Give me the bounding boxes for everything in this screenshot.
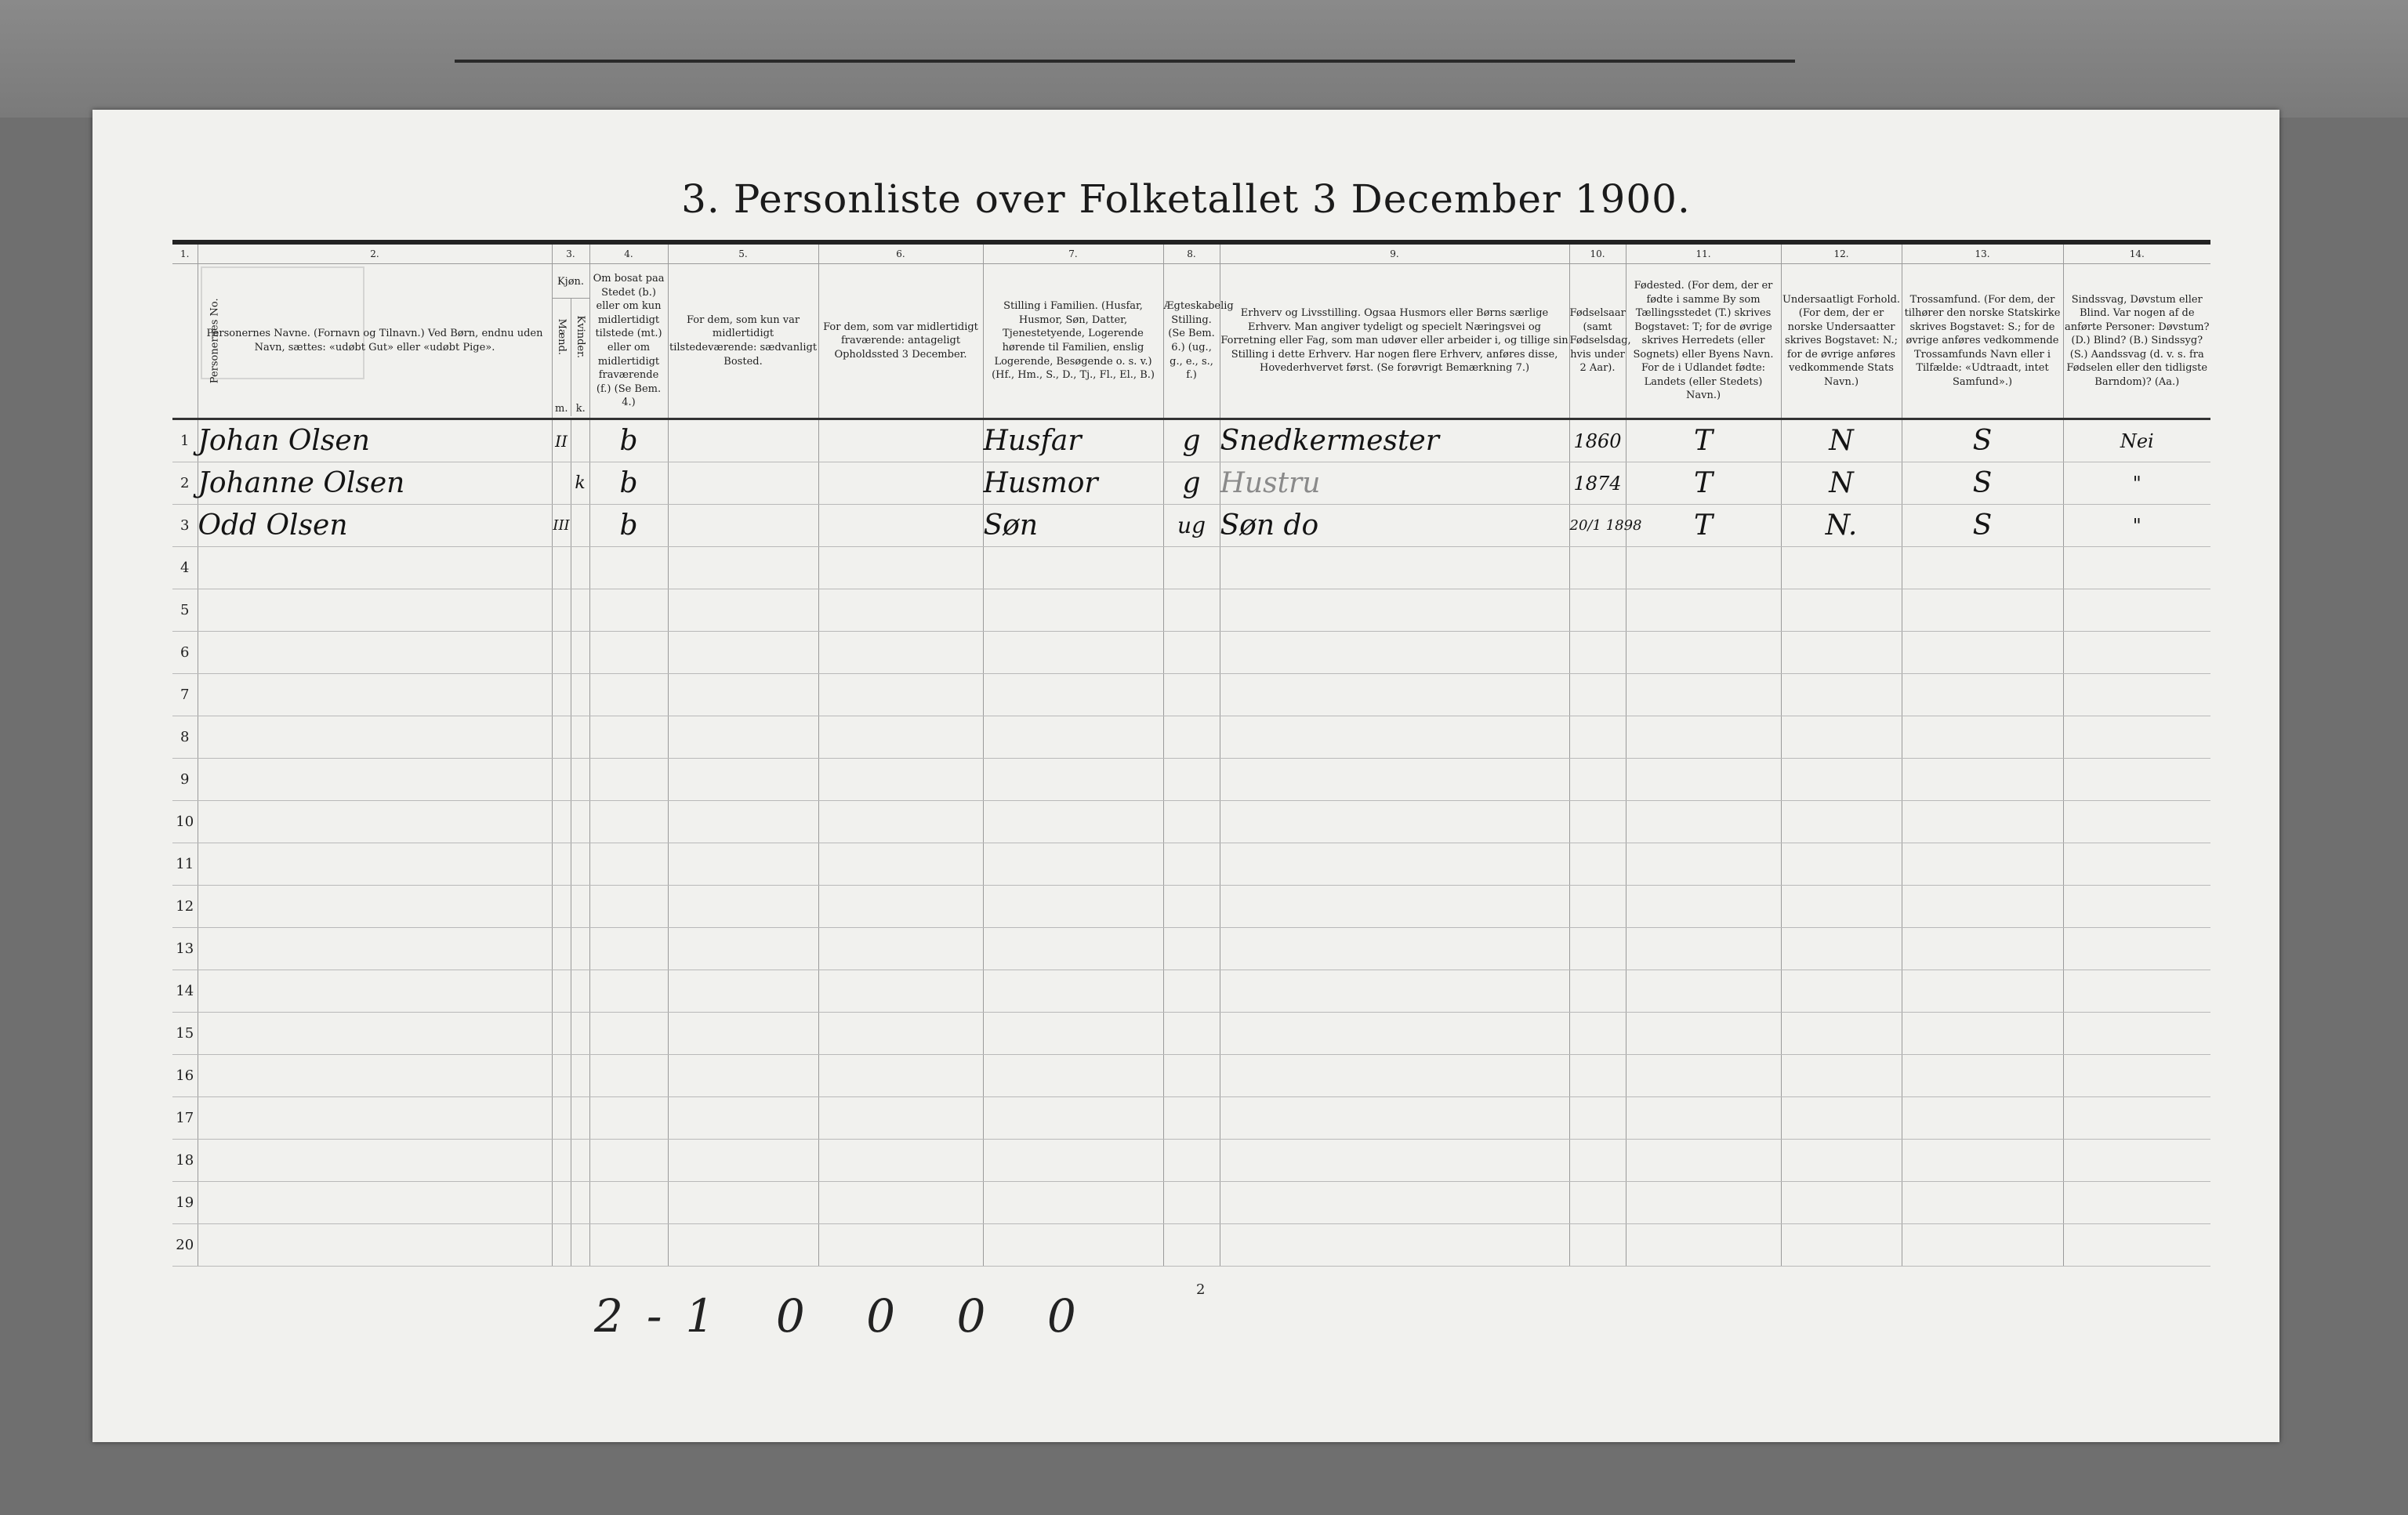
citizenship: N	[1781, 419, 1902, 462]
gender-female	[571, 505, 589, 547]
col-number: 4.	[589, 242, 668, 264]
header-gender	[552, 264, 589, 419]
religion: S	[1902, 505, 2063, 547]
religion: S	[1902, 419, 2063, 462]
birthplace: T	[1626, 419, 1781, 462]
marital-status: g	[1163, 419, 1220, 462]
table-row	[172, 674, 2210, 716]
row-number: 9	[172, 759, 198, 801]
disability: "	[2063, 505, 2210, 547]
row-number: 5	[172, 589, 198, 632]
row-number: 13	[172, 928, 198, 970]
col-number: 9.	[1220, 242, 1569, 264]
col-number: 8.	[1163, 242, 1220, 264]
row-number: 7	[172, 674, 198, 716]
usual-residence	[668, 419, 818, 462]
row-number: 15	[172, 1013, 198, 1055]
birth-year: 1874	[1569, 462, 1626, 505]
table-row	[172, 1097, 2210, 1140]
header-birth-year: Fødselsaar (samt Fødselsdag, hvis under 2 Aar).	[1569, 264, 1626, 419]
col-number: 7.	[983, 242, 1163, 264]
header-usual-residence: For dem, som kun var midlertidigt tilstedeværende: sædvanligt Bosted.	[668, 264, 818, 419]
table-row	[172, 759, 2210, 801]
row-number: 11	[172, 843, 198, 886]
col-number: 5.	[668, 242, 818, 264]
residence-status: b	[589, 462, 668, 505]
table-row	[172, 462, 2210, 505]
table-row	[172, 589, 2210, 632]
header-religion: Trossamfund. (For dem, der tilhører den norske Statskirke skrives Bogstavet: S.; for de øvrige anføres vedkommende Trossamfunds Navn eller i Tilfælde: «Udtraadt, intet Samfund».)	[1902, 264, 2063, 419]
col-number: 6.	[818, 242, 983, 264]
census-rows	[172, 419, 2210, 1267]
occupation: Snedkermester	[1220, 419, 1569, 462]
birth-year: 1860	[1569, 419, 1626, 462]
marital-status: ug	[1163, 505, 1220, 547]
birthplace: T	[1626, 462, 1781, 505]
row-number: 10	[172, 801, 198, 843]
row-number: 1	[172, 419, 198, 462]
col-number: 10.	[1569, 242, 1626, 264]
residence-status: b	[589, 505, 668, 547]
marital-status: g	[1163, 462, 1220, 505]
table-row	[172, 843, 2210, 886]
header-disability: Sindssvag, Døvstum eller Blind. Var nogen af de anførte Personer: Døvstum? (D.) Blind? (B.) Sindssyg? (S.) Aandssvag (d. v. s. fra Fødselen eller den tidligste Barndom)? (Aa.)	[2063, 264, 2210, 419]
usual-residence	[668, 505, 818, 547]
table-row	[172, 928, 2210, 970]
row-number: 3	[172, 505, 198, 547]
header-residence: Om bosat paa Stedet (b.) eller om kun midlertidigt tilstede (mt.) eller om midlertidigt fraværende (f.) (Se Bem. 4.)	[589, 264, 668, 419]
temp-location	[818, 419, 983, 462]
gender-female	[571, 419, 589, 462]
row-number: 2	[172, 462, 198, 505]
table-row	[172, 886, 2210, 928]
col-number: 11.	[1626, 242, 1781, 264]
citizenship: N	[1781, 462, 1902, 505]
row-number: 20	[172, 1224, 198, 1267]
gender-male	[552, 462, 571, 505]
col-number: 2.	[198, 242, 552, 264]
disability: "	[2063, 462, 2210, 505]
table-row	[172, 970, 2210, 1013]
table-row	[172, 1013, 2210, 1055]
handwritten-tally: 2-1 0 0 0 0	[594, 1289, 1100, 1343]
col-number: 13.	[1902, 242, 2063, 264]
birth-year: 20/1 1898	[1569, 505, 1626, 547]
column-number-row	[172, 242, 2210, 264]
col-number: 12.	[1781, 242, 1902, 264]
header-gender-label: Kjøn.	[553, 266, 589, 299]
table-row	[172, 632, 2210, 674]
scan-rule	[455, 60, 1795, 63]
row-number: 19	[172, 1182, 198, 1224]
header-male: Mænd. m.	[553, 299, 572, 416]
gender-female: k	[571, 462, 589, 505]
person-name: Odd Olsen	[198, 505, 552, 547]
header-temp-location: For dem, som var midlertidigt fraværende: antageligt Opholdssted 3 December.	[818, 264, 983, 419]
col-number: 14.	[2063, 242, 2210, 264]
table-row	[172, 1140, 2210, 1182]
temp-location	[818, 462, 983, 505]
family-position: Husfar	[983, 419, 1163, 462]
header-female: Kvinder. k.	[575, 315, 587, 415]
usual-residence	[668, 462, 818, 505]
row-number: 8	[172, 716, 198, 759]
page-title: 3. Personliste over Folketallet 3 December 1900.	[681, 176, 1691, 222]
census-table	[172, 240, 2210, 1267]
table-row	[172, 801, 2210, 843]
row-number: 14	[172, 970, 198, 1013]
header-family-position: Stilling i Familien. (Husfar, Husmor, Søn, Datter, Tjenestetyende, Logerende hørende til Familien, enslig Logerende, Besøgende o. s. v.) (Hf., Hm., S., D., Tj., Fl., El., B.)	[983, 264, 1163, 419]
occupation: Hustru	[1220, 462, 1569, 505]
disability: Nei	[2063, 419, 2210, 462]
census-form-page	[92, 110, 2279, 1442]
row-number: 6	[172, 632, 198, 674]
birthplace: T	[1626, 505, 1781, 547]
row-number: 12	[172, 886, 198, 928]
residence-status: b	[589, 419, 668, 462]
occupation: Søn do	[1220, 505, 1569, 547]
gender-male: II	[552, 419, 571, 462]
person-name: Johan Olsen	[198, 419, 552, 462]
header-citizenship: Undersaatligt Forhold. (For dem, der er norske Undersaatter skrives Bogstavet: N.; for de øvrige anføres vedkommende Stats Navn.)	[1781, 264, 1902, 419]
family-position: Søn	[983, 505, 1163, 547]
header-occupation: Erhverv og Livsstilling. Ogsaa Husmors eller Børns særlige Erhverv. Man angiver tydeligt og specielt Næringsvei og Forretning eller Fag, som man udøver eller arbeider i, og tillige sin Stilling i dette Erhverv. Har nogen flere Erhverv, anføres disse, Hovederhvervet først. (Se forøvrigt Bemærkning 7.)	[1220, 264, 1569, 419]
table-row	[172, 419, 2210, 462]
gender-male: III	[552, 505, 571, 547]
header-birthplace: Fødested. (For dem, der er fødte i samme By som Tællingsstedet (T.) skrives Bogstavet: T; for de øvrige skrives Herredets (eller Sognets) eller Byens Navn. For de i Udlandet fødte: Landets (eller Stedets) Navn.)	[1626, 264, 1781, 419]
row-number: 17	[172, 1097, 198, 1140]
table-row	[172, 1055, 2210, 1097]
scan-background	[0, 0, 2408, 118]
col-number: 1.	[172, 242, 198, 264]
citizenship: N.	[1781, 505, 1902, 547]
row-number: 18	[172, 1140, 198, 1182]
family-position: Husmor	[983, 462, 1163, 505]
temp-location	[818, 505, 983, 547]
table-row	[172, 505, 2210, 547]
header-marital-status: Ægteskabelig Stilling. (Se Bem. 6.) (ug., g., e., s., f.)	[1163, 264, 1220, 419]
table-row	[172, 1224, 2210, 1267]
table-row	[172, 716, 2210, 759]
page-number: 2	[1196, 1281, 1206, 1298]
header-names: Personernes Navne. (Fornavn og Tilnavn.) Ved Børn, endnu uden Navn, sættes: «udøbt Gut» eller «udøbt Pige».	[198, 264, 552, 419]
header-person-no: Personernes No.	[172, 264, 198, 419]
col-number: 3.	[552, 242, 589, 264]
person-name: Johanne Olsen	[198, 462, 552, 505]
table-row	[172, 547, 2210, 589]
table-row	[172, 1182, 2210, 1224]
row-number: 16	[172, 1055, 198, 1097]
religion: S	[1902, 462, 2063, 505]
row-number: 4	[172, 547, 198, 589]
column-header-row	[172, 264, 2210, 419]
